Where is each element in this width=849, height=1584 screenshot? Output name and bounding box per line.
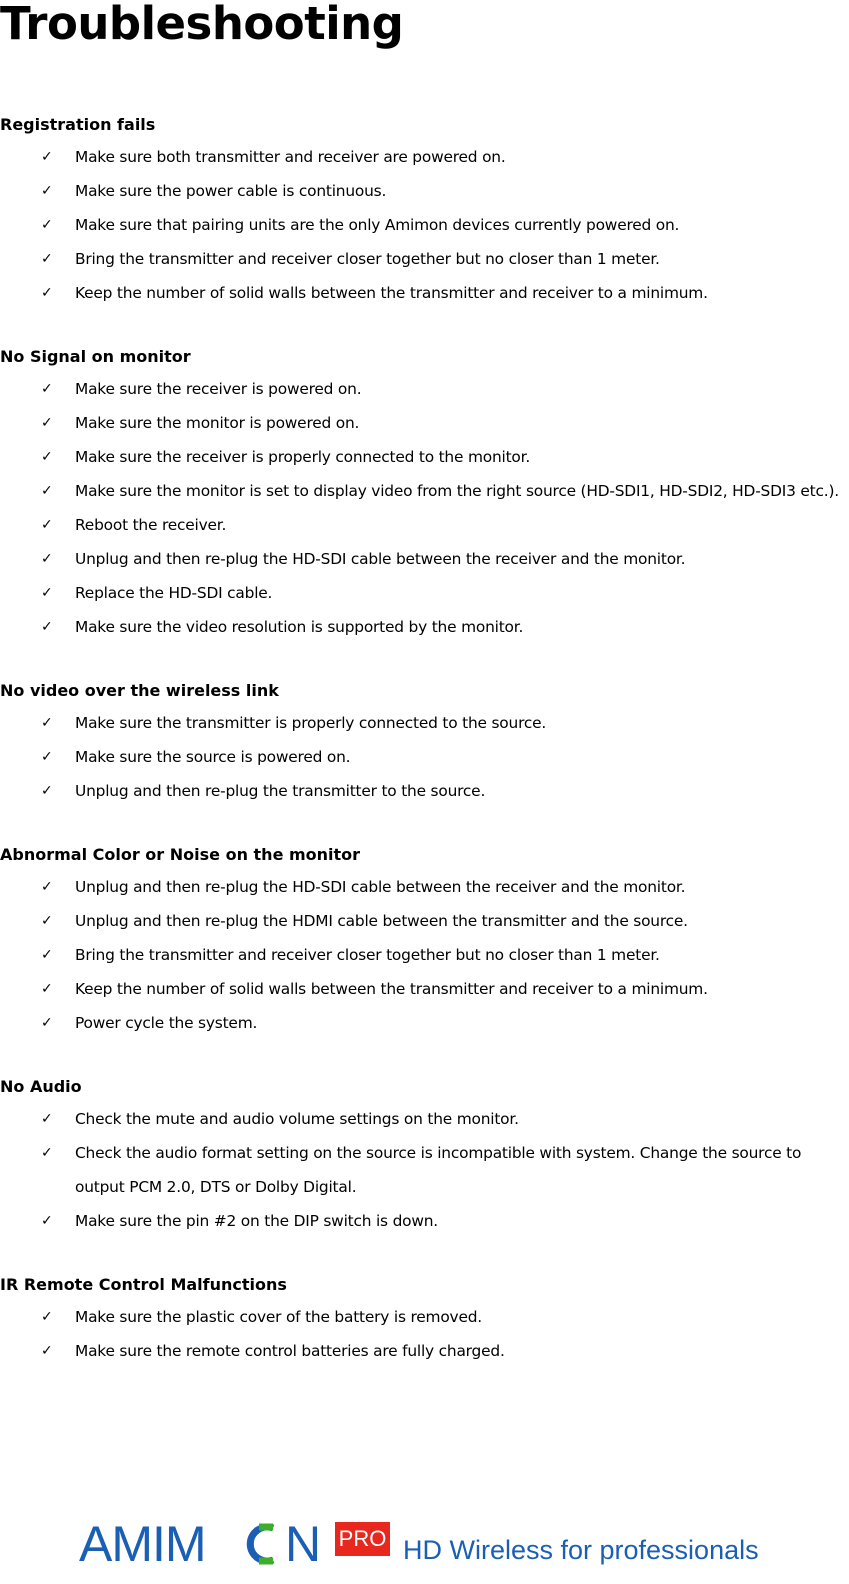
checklist-item-text: Make sure both transmitter and receiver are powered on. — [75, 148, 506, 166]
checklist-item — [0, 1136, 849, 1204]
checklist-item-text: Make sure that pairing units are the only Amimon devices currently powered on. — [75, 216, 680, 234]
checklist — [0, 1300, 849, 1368]
checklist-item-text: Power cycle the system. — [75, 1014, 258, 1032]
check-icon: ✓ — [41, 483, 53, 499]
check-icon: ✓ — [41, 1111, 53, 1127]
checklist-item — [0, 542, 849, 576]
checklist-item — [0, 1006, 849, 1040]
check-icon: ✓ — [41, 981, 53, 997]
check-icon: ✓ — [41, 149, 53, 165]
check-icon: ✓ — [41, 285, 53, 301]
checklist-item — [0, 474, 849, 508]
checklist-item-text: Check the audio format setting on the source is incompatible with system. Change the source to output PCM 2.0, DTS or Dolby Digital. — [75, 1144, 802, 1196]
checklist-item-text: Make sure the monitor is set to display video from the right source (HD-SDI1, HD-SDI2, HD-SDI3 etc.). — [75, 482, 839, 500]
checklist — [0, 140, 849, 310]
checklist-item — [0, 440, 849, 474]
checklist-item-text: Make sure the source is powered on. — [75, 748, 351, 766]
troubleshooting-section — [0, 840, 849, 1040]
svg-text:N: N — [285, 1516, 322, 1572]
checklist-item — [0, 276, 849, 310]
check-icon: ✓ — [41, 183, 53, 199]
check-icon: ✓ — [41, 619, 53, 635]
checklist — [0, 1102, 849, 1238]
check-icon: ✓ — [41, 381, 53, 397]
checklist-item-text: Make sure the video resolution is supported by the monitor. — [75, 618, 524, 636]
checklist-item — [0, 576, 849, 610]
checklist-item — [0, 508, 849, 542]
checklist-item — [0, 706, 849, 740]
checklist-item-text: Bring the transmitter and receiver closer together but no closer than 1 meter. — [75, 946, 660, 964]
check-icon: ✓ — [41, 551, 53, 567]
checklist-item — [0, 406, 849, 440]
checklist-item — [0, 140, 849, 174]
checklist-item — [0, 242, 849, 276]
checklist-item-text: Bring the transmitter and receiver closer together but no closer than 1 meter. — [75, 250, 660, 268]
troubleshooting-section — [0, 676, 849, 808]
troubleshooting-section — [0, 110, 849, 310]
section-heading: Abnormal Color or Noise on the monitor — [0, 845, 361, 864]
checklist-item — [0, 1334, 849, 1368]
checklist-item — [0, 610, 849, 644]
section-heading: No Signal on monitor — [0, 347, 191, 366]
checklist-item-text: Make sure the receiver is properly connected to the monitor. — [75, 448, 531, 466]
check-icon: ✓ — [41, 1145, 53, 1161]
troubleshooting-section — [0, 1072, 849, 1238]
check-icon: ✓ — [41, 1309, 53, 1325]
troubleshooting-content — [0, 110, 849, 1400]
section-heading: IR Remote Control Malfunctions — [0, 1275, 287, 1294]
checklist — [0, 706, 849, 808]
checklist-item — [0, 174, 849, 208]
checklist-item-text: Make sure the power cable is continuous. — [75, 182, 387, 200]
checklist-item — [0, 372, 849, 406]
check-icon: ✓ — [41, 517, 53, 533]
checklist-item — [0, 870, 849, 904]
checklist-item-text: Keep the number of solid walls between the transmitter and receiver to a minimum. — [75, 980, 708, 998]
check-icon: ✓ — [41, 449, 53, 465]
check-icon: ✓ — [41, 715, 53, 731]
checklist-item-text: Unplug and then re-plug the transmitter to the source. — [75, 782, 486, 800]
check-icon: ✓ — [41, 913, 53, 929]
checklist-item — [0, 208, 849, 242]
checklist-item-text: Check the mute and audio volume settings on the monitor. — [75, 1110, 519, 1128]
troubleshooting-section — [0, 1270, 849, 1368]
check-icon: ✓ — [41, 251, 53, 267]
svg-text:AMIM: AMIM — [79, 1516, 206, 1572]
checklist-item — [0, 1102, 849, 1136]
checklist — [0, 372, 849, 644]
checklist-item-text: Make sure the plastic cover of the battery is removed. — [75, 1308, 482, 1326]
check-icon: ✓ — [41, 749, 53, 765]
checklist-item — [0, 774, 849, 808]
brand-footer — [79, 1516, 799, 1572]
section-heading: No video over the wireless link — [0, 681, 279, 700]
check-icon: ✓ — [41, 585, 53, 601]
check-icon: ✓ — [41, 1213, 53, 1229]
checklist-item — [0, 938, 849, 972]
checklist-item-text: Make sure the monitor is powered on. — [75, 414, 360, 432]
checklist-item — [0, 1204, 849, 1238]
check-icon: ✓ — [41, 947, 53, 963]
checklist-item-text: Unplug and then re-plug the HD-SDI cable between the receiver and the monitor. — [75, 550, 686, 568]
check-icon: ✓ — [41, 783, 53, 799]
checklist-item-text: Make sure the receiver is powered on. — [75, 380, 362, 398]
troubleshooting-section — [0, 342, 849, 644]
checklist-item-text: Unplug and then re-plug the HDMI cable between the transmitter and the source. — [75, 912, 688, 930]
section-heading: No Audio — [0, 1077, 82, 1096]
checklist-item-text: Make sure the remote control batteries are fully charged. — [75, 1342, 505, 1360]
checklist-item-text: Unplug and then re-plug the HD-SDI cable between the receiver and the monitor. — [75, 878, 686, 896]
amimon-logo — [79, 1516, 331, 1572]
checklist-item-text: Replace the HD-SDI cable. — [75, 584, 273, 602]
checklist-item — [0, 740, 849, 774]
checklist-item — [0, 904, 849, 938]
checklist-item-text: Reboot the receiver. — [75, 516, 227, 534]
check-icon: ✓ — [41, 415, 53, 431]
brand-tagline: HD Wireless for professionals — [403, 1535, 759, 1565]
checklist — [0, 870, 849, 1040]
checklist-item — [0, 972, 849, 1006]
page-title: Troubleshooting — [0, 0, 404, 50]
checklist-item — [0, 1300, 849, 1334]
check-icon: ✓ — [41, 1015, 53, 1031]
check-icon: ✓ — [41, 217, 53, 233]
check-icon: ✓ — [41, 879, 53, 895]
checklist-item-text: Keep the number of solid walls between the transmitter and receiver to a minimum. — [75, 284, 708, 302]
checklist-item-text: Make sure the transmitter is properly connected to the source. — [75, 714, 547, 732]
checklist-item-text: Make sure the pin #2 on the DIP switch is down. — [75, 1212, 438, 1230]
section-heading: Registration fails — [0, 115, 156, 134]
pro-badge: PRO — [335, 1522, 390, 1556]
check-icon: ✓ — [41, 1343, 53, 1359]
